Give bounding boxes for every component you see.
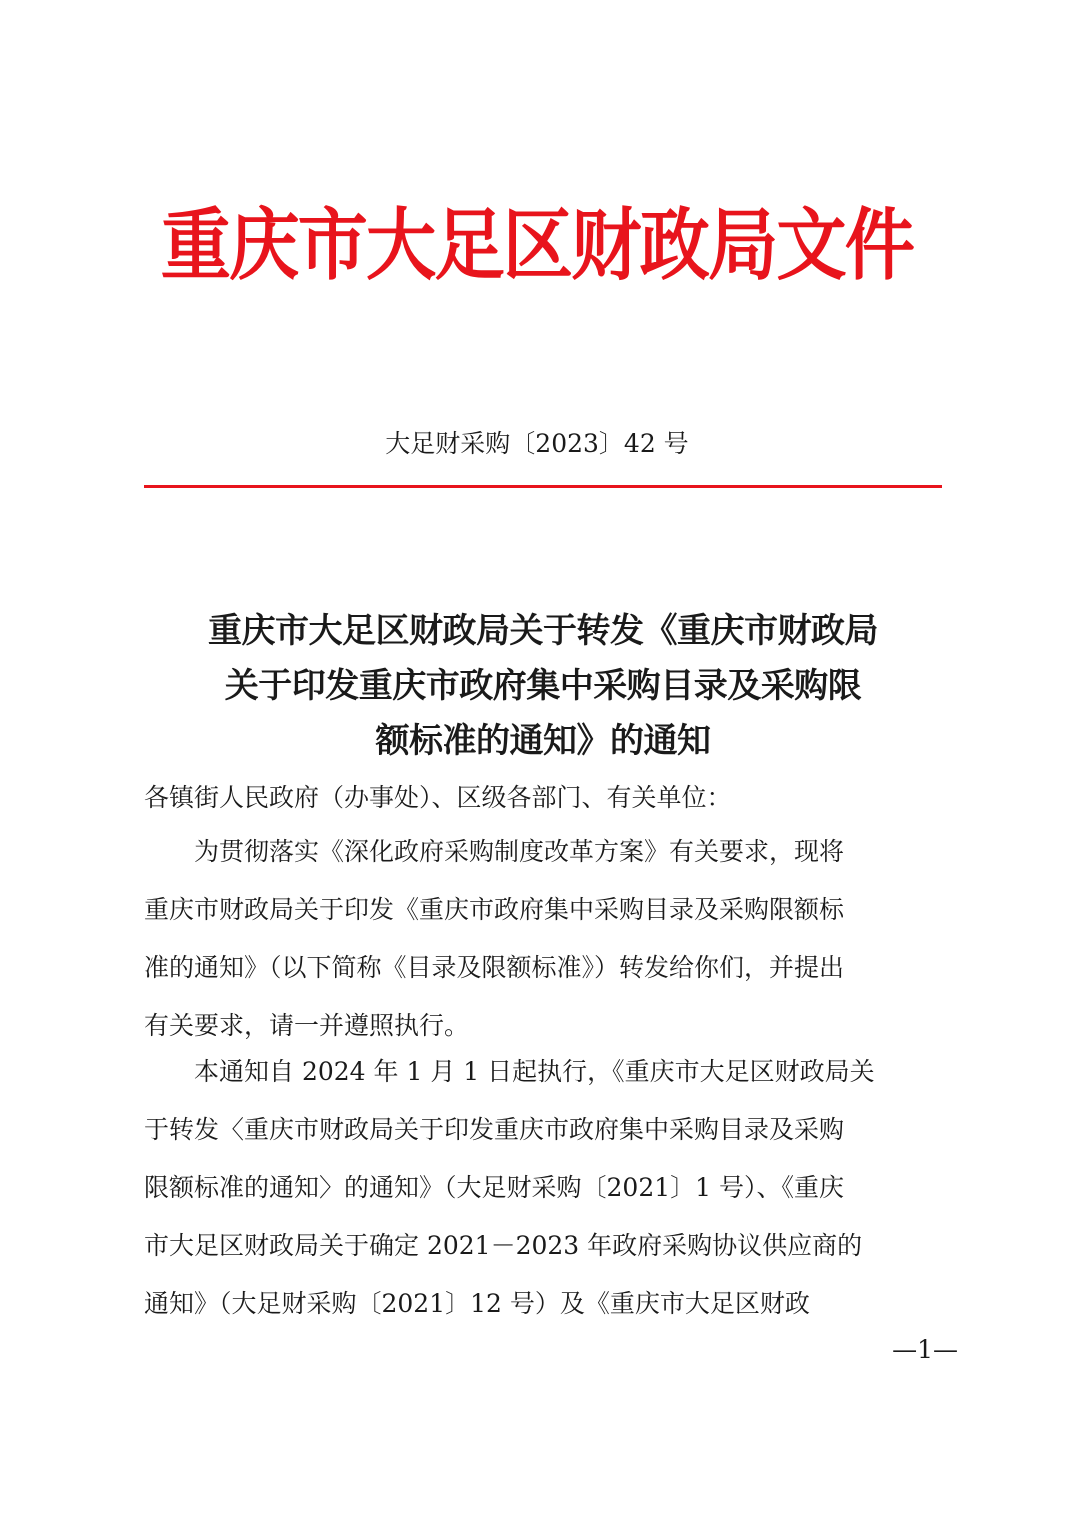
addressee-line: 各镇街人民政府（办事处）、区级各部门、有关单位： [144,783,732,812]
page-number: —1— [892,1335,958,1364]
paragraph-line: 本通知自 2024 年 1 月 1 日起执行，《重庆市大足区财政局关 [144,1057,875,1086]
paragraph-line: 有关要求，请一并遵照执行。 [144,1011,470,1040]
paragraph-line: 于转发〈重庆市财政局关于印发重庆市政府集中采购目录及采购 [144,1115,845,1144]
title-line: 额标准的通知》的通知 [375,721,711,761]
body-paragraph-1 [144,823,942,1055]
paragraph-line: 市大足区财政局关于确定 2021－2023 年政府采购协议供应商的 [144,1231,863,1260]
paragraph-line: 重庆市财政局关于印发《重庆市政府集中采购目录及采购限额标 [144,895,845,924]
paragraph-line: 通知》（大足财采购〔2021〕12 号）及《重庆市大足区财政 [144,1289,810,1318]
paragraph-line: 准的通知》（以下简称《目录及限额标准》）转发给你们，并提出 [144,953,845,982]
paragraph-line: 为贯彻落实《深化政府采购制度改革方案》有关要求，现将 [144,837,845,866]
document-number: 大足财采购〔2023〕42 号 [385,429,689,458]
document-masthead: 重庆市大足区财政局文件 [160,200,914,291]
paragraph-line: 限额标准的通知〉的通知》（大足财采购〔2021〕1 号）、《重庆 [144,1173,844,1202]
body-paragraph-2 [144,1043,942,1333]
red-divider-line [144,485,942,488]
title-line: 重庆市大足区财政局关于转发《重庆市财政局 [208,611,878,651]
title-line: 关于印发重庆市政府集中采购目录及采购限 [224,666,862,706]
document-title [144,604,942,769]
